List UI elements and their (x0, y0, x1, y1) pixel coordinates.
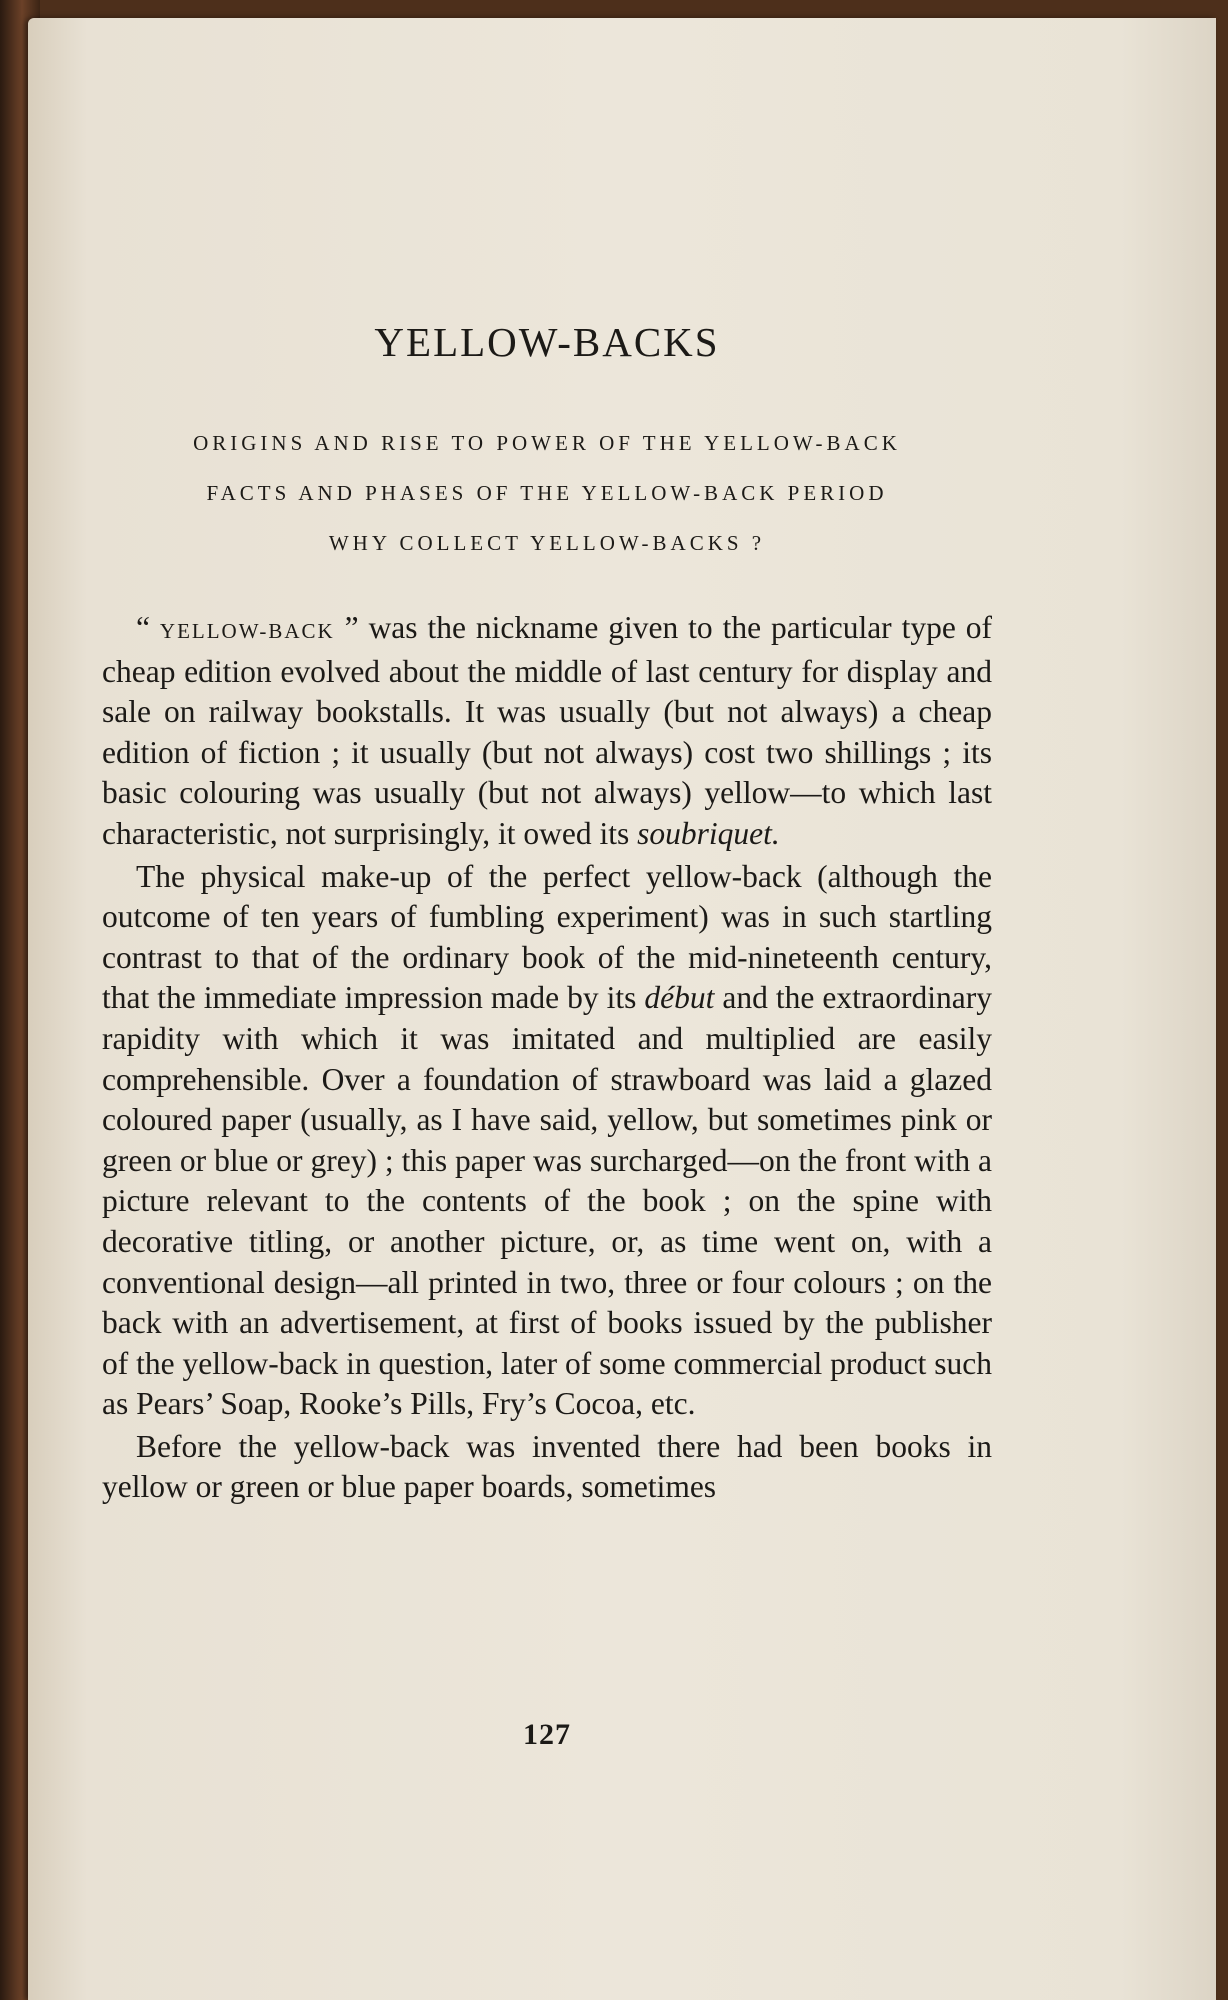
small-caps-term: YELLOW-BACK (159, 619, 335, 643)
page-content (102, 318, 993, 1751)
book-page (28, 18, 1216, 2000)
subheading: ORIGINS AND RISE TO POWER OF THE YELLOW-BACK (193, 431, 901, 455)
open-quote: “ (136, 610, 160, 645)
close-quote: ” (334, 610, 369, 645)
paragraph (102, 857, 992, 1425)
paragraph: Before the yellow-back was invented there had been books in yellow or green or blue paper boards, sometimes (102, 1428, 992, 1505)
page-number: 127 (523, 1718, 571, 1751)
paragraph-text: The physical make-up of the perfect yellow-back (although the outcome of ten years of fumbling experiment) was in such startling contrast to that of the ordinary book of the mid-nineteenth century, that the immediate impression made by its (102, 858, 992, 1016)
italic-word: soubriquet. (637, 815, 780, 851)
subheading: WHY COLLECT YELLOW-BACKS ? (328, 531, 766, 555)
paragraph-text: and the extraordinary rapidity with which it was imitated and multiplied are easily comprehensible. Over a foundation of strawboard was laid a glazed coloured paper (usually, as I have said, yellow, but sometimes pink or green or blue or grey) ; this paper was surcharged—on the front with a picture relevant to the contents of the book ; on the spine with decorative titling, or another picture, or, as time went on, with a conventional design—all printed in two, three or four colours ; on the back with an advertisement, at first of books issued by the publisher of the yellow-back in question, later of some commercial product such as Pears’ Soap, Rooke’s Pills, Fry’s Cocoa, etc. (102, 980, 993, 1422)
subheading: FACTS AND PHASES OF THE YELLOW-BACK PERIOD (206, 481, 888, 505)
paragraph (102, 608, 992, 855)
paragraph-text: was the nickname given to the particular type of cheap edition evolved about the middle of last century for display and sale on railway bookstalls. It was usually (but not always) a cheap edition of fiction ; it usually (but not always) cost two shillings ; its basic colouring was usually (but not always) yellow—to which last characteristic, not surprisingly, it owed its (102, 610, 992, 851)
chapter-title: YELLOW-BACKS (374, 319, 720, 365)
chapter-subheadings (102, 418, 992, 568)
italic-word: début (644, 980, 715, 1016)
